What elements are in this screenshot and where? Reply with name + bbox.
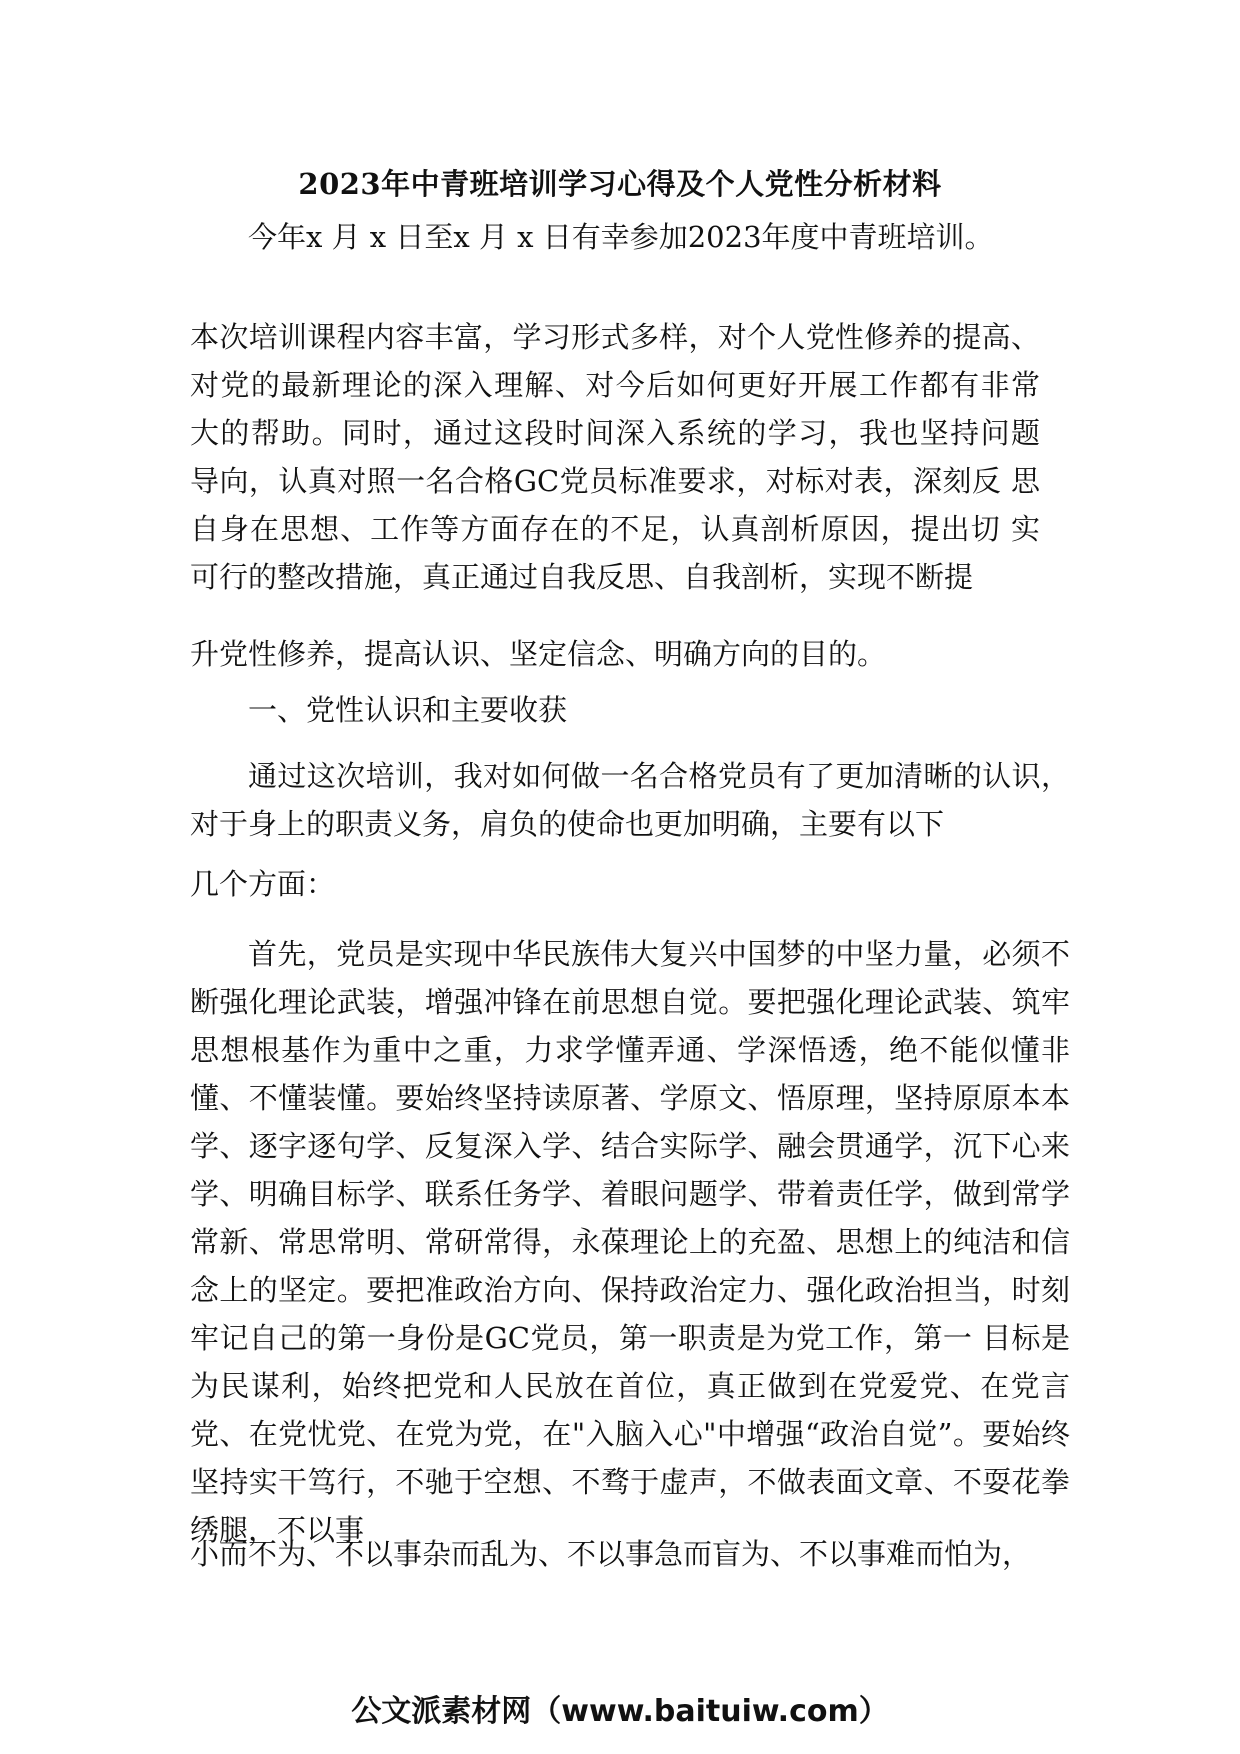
page-title: 2023年中青班培训学习心得及个人党性分析材料 — [298, 167, 942, 201]
paragraph-course-conclusion: 升党性修养，提高认识、坚定信念、明确方向的目的。 — [190, 637, 887, 671]
paragraph-last-line: 小而不为、不以事杂而乱为、不以事急而盲为、不以事难而怕为， — [190, 1537, 1032, 1571]
paragraph-first-point: 首先，党员是实现中华民族伟大复兴中国梦的中坚力量，必须不断强化理论武装，增强冲锋在前思想自觉。要把强化理论武装、筑牢思想根基作为重中之重，力求学懂弄通、学深悟透，绝不能似懂非懂、不懂装懂。要始终坚持读原著、学原文、悟原理，坚持原原本本学、逐字逐句学、反复深入学、结合实际学、融会贯通学，沉下心来学、明确目标学、联系任务学、着眼问题学、带着责任学，做到常学常新、常思常明、常研常得，永葆理论上的充盈、思想上的纯洁和信念上的坚定。要把准政治方向、保持政治定力、强化政治担当，时刻牢记自己的第一身份是GC党员，第一职责是为党工作，第一 目标是为民谋利，始终把党和人民放在首位，真正做到在党爱党、在党言党、在党忧党、在党为党，在"入脑入心"中增强“政治自觉”。要始终坚持实干笃行，不驰于空想、不骛于虚声，不做表面文章、不耍花拳绣腿，不以事 — [190, 937, 1070, 1547]
paragraph-course-content: 本次培训课程内容丰富，学习形式多样，对个人党性修养的提高、 对党的最新理论的深入理解、对今后如何更好开展工作都有非常 大的帮助。同时，通过这段时间深入系统的学习，我也坚持问题 导向，认真对照一名合格GC党员标准要求，对标对表，深刻反 思自身在思想、工作等方面存在的不足，认真剖析原因，提出切 实可行的整改措施，真正通过自我反思、自我剖析，实现不断提 — [190, 320, 1040, 594]
paragraph-gains-aspects: 几个方面： — [190, 867, 336, 901]
section-heading-1: 一、党性认识和主要收获 — [248, 693, 568, 727]
footer-source: 公文派素材网（www.baituiw.com） — [351, 1694, 889, 1729]
paragraph-gains-intro: 通过这次培训，我对如何做一名合格党员有了更加清晰的认识，对于身上的职责义务，肩负的使命也更加明确，主要有以下 — [190, 759, 1070, 841]
paragraph-intro: 今年x 月 x 日至x 月 x 日有幸参加2023年度中青班培训。 — [248, 220, 994, 254]
